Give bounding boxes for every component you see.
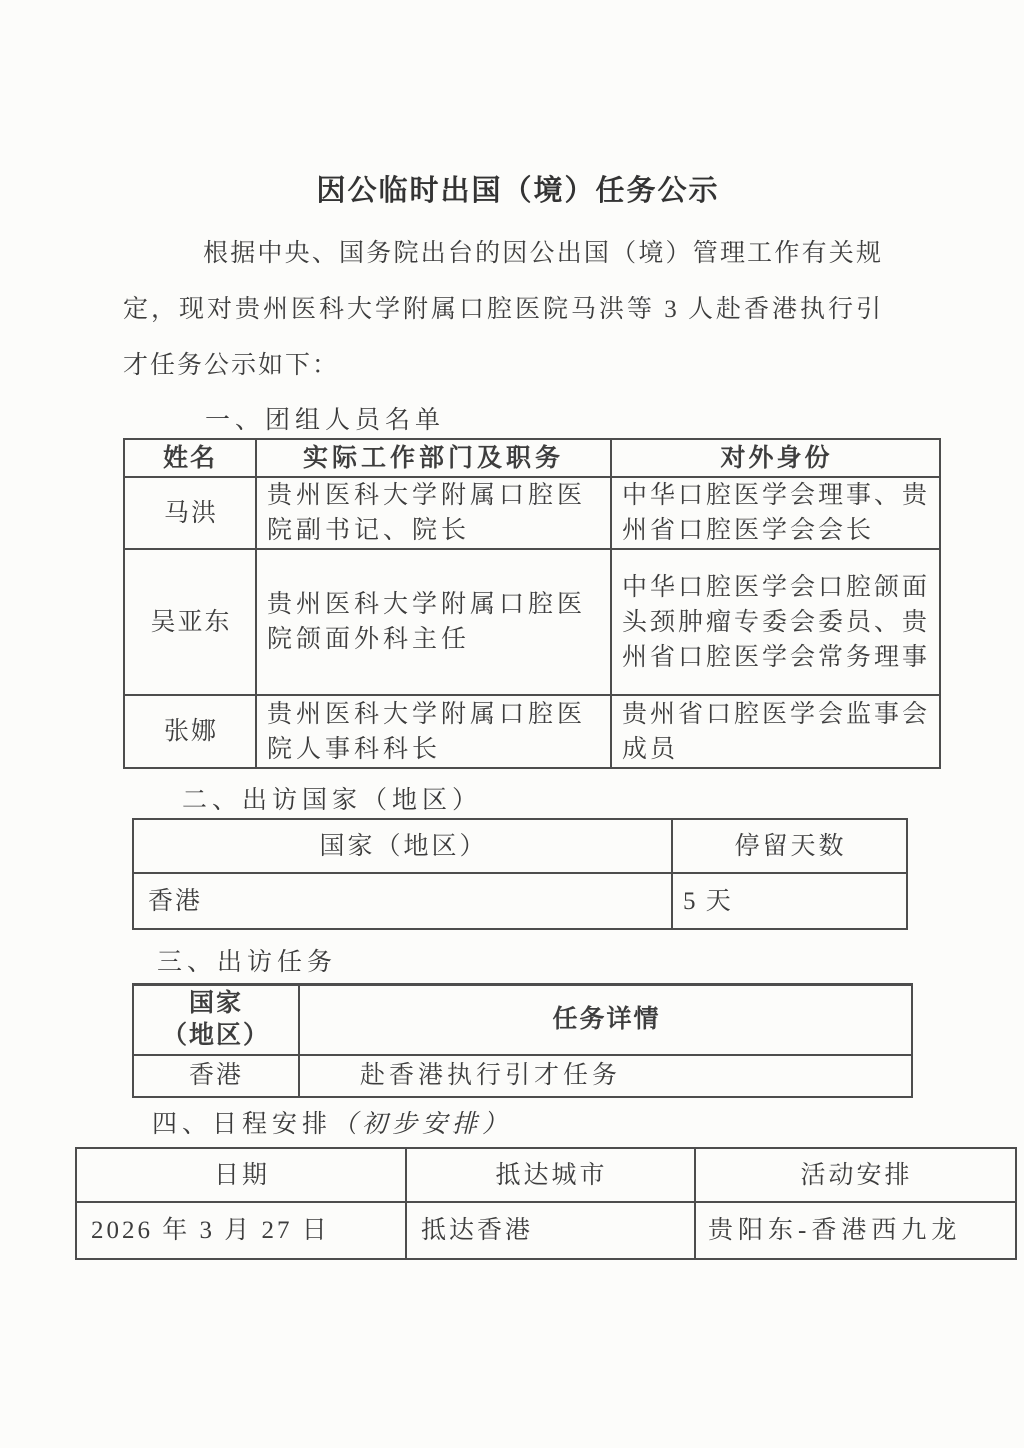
intro-line: 才任务公示如下： <box>123 352 340 379</box>
table-row <box>76 1202 1016 1259</box>
cell-department: 贵州医科大学附属口腔医院人事科科长 <box>256 695 611 768</box>
schedule-table-header-row <box>76 1148 1016 1202</box>
cell-external-identity: 中华口腔医学会口腔颌面头颈肿瘤专委会委员、贵州省口腔医学会常务理事 <box>611 549 940 695</box>
cell-arrival-city: 抵达香港 <box>406 1202 695 1259</box>
table-row <box>124 477 940 549</box>
header-cell-country <box>133 985 299 1055</box>
cell-external-identity: 中华口腔医学会理事、贵州省口腔医学会会长 <box>611 477 940 549</box>
header-cell-external-identity: 对外身份 <box>611 439 940 477</box>
section-4-heading-note: （初步安排） <box>332 1111 513 1138</box>
destinations-table <box>132 818 908 930</box>
header-cell-country: 国家（地区） <box>133 819 672 873</box>
header-cell-name: 姓名 <box>124 439 256 477</box>
cell-country: 香港 <box>133 873 672 929</box>
schedule-table <box>75 1147 1017 1260</box>
cell-department: 贵州医科大学附属口腔医院副书记、院长 <box>256 477 611 549</box>
section-4-heading <box>152 1104 512 1140</box>
cell-name: 吴亚东 <box>124 549 256 695</box>
section-1-heading: 一、团组人员名单 <box>205 407 446 434</box>
cell-external-identity: 贵州省口腔医学会监事会成员 <box>611 695 940 768</box>
header-cell-stay-days: 停留天数 <box>672 819 907 873</box>
members-table <box>123 438 941 769</box>
section-2-heading: 二、出访国家（地区） <box>182 787 483 814</box>
cell-task-detail: 赴香港执行引才任务 <box>299 1055 912 1097</box>
table-row <box>124 695 940 768</box>
header-country-line1: 国家 <box>188 989 243 1017</box>
cell-department: 贵州医科大学附属口腔医院颌面外科主任 <box>256 549 611 695</box>
tasks-table-header-row <box>133 985 912 1055</box>
cell-stay-days: 5 天 <box>672 873 907 929</box>
section-3-heading: 三、出访任务 <box>157 949 338 976</box>
header-cell-date: 日期 <box>76 1148 406 1202</box>
section-4-heading-main: 四、日程安排 <box>152 1111 333 1138</box>
table-row <box>133 873 907 929</box>
header-country-line2: （地区） <box>161 1021 270 1049</box>
members-table-header-row <box>124 439 940 477</box>
header-cell-department: 实际工作部门及职务 <box>256 439 611 477</box>
table-row <box>133 1055 912 1097</box>
cell-country: 香港 <box>133 1055 299 1097</box>
table-row <box>124 549 940 695</box>
cell-name: 张娜 <box>124 695 256 768</box>
intro-paragraph <box>123 226 883 394</box>
intro-line: 根据中央、国务院出台的因公出国（境）管理工作有关规 <box>203 240 883 267</box>
page-title: 因公临时出国（境）任务公示 <box>316 175 720 207</box>
intro-line: 定，现对贵州医科大学附属口腔医院马洪等 3 人赴香港执行引 <box>123 296 883 323</box>
header-cell-activity: 活动安排 <box>695 1148 1016 1202</box>
cell-name: 马洪 <box>124 477 256 549</box>
cell-date: 2026 年 3 月 27 日 <box>76 1202 406 1259</box>
header-cell-task-detail: 任务详情 <box>299 985 912 1055</box>
tasks-table <box>132 983 913 1098</box>
destinations-table-header-row <box>133 819 907 873</box>
header-cell-arrival-city: 抵达城市 <box>406 1148 695 1202</box>
cell-activity: 贵阳东-香港西九龙 <box>695 1202 1016 1259</box>
